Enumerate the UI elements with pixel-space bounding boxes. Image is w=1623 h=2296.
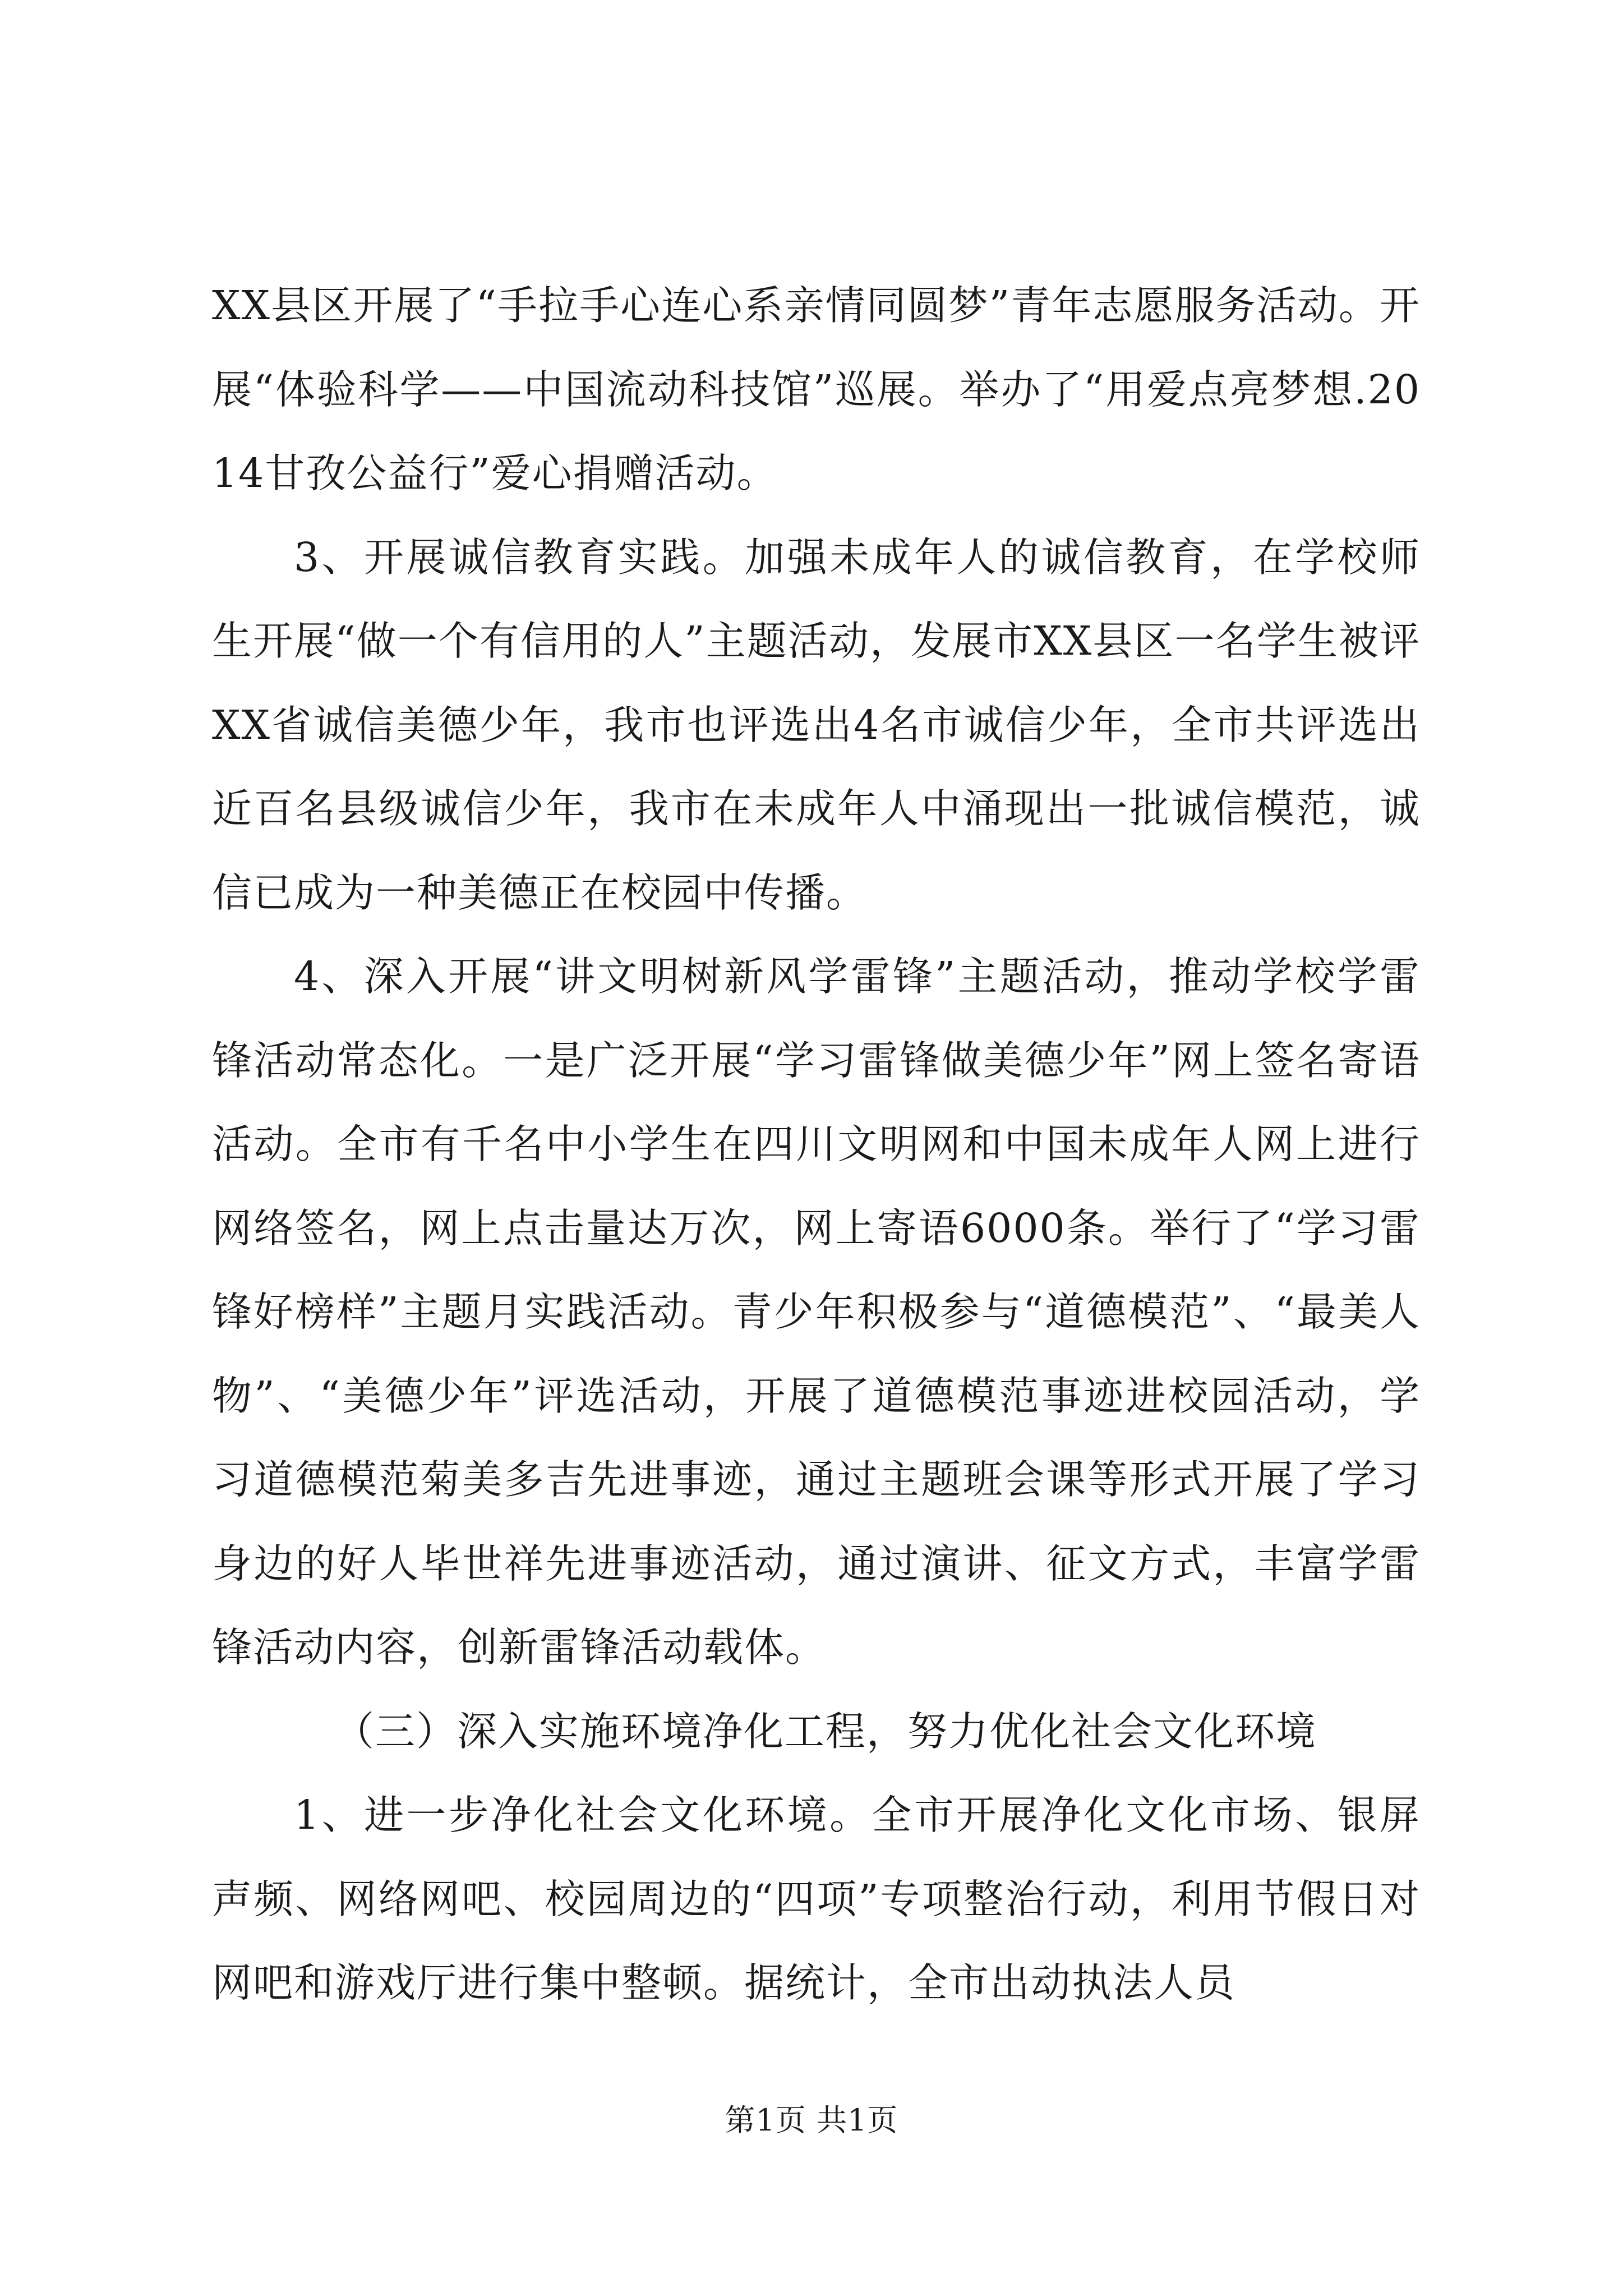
page-footer: 第1页 共1页 — [725, 2102, 898, 2138]
document-body — [212, 264, 1421, 2025]
paragraph-integrity-education: 3、开展诚信教育实践。加强未成年人的诚信教育，在学校师生开展“做一个有信用的人”主题活动，发展市XX县区一名学生被评XX省诚信美德少年，我市也评选出4名市诚信少年，全市共评选出近百名县级诚信少年，我市在未成年人中涌现出一批诚信模范，诚信已成为一种美德正在校园中传播。 — [212, 533, 1421, 916]
paragraph-purify-environment: 1、进一步净化社会文化环境。全市开展净化文化市场、银屏声频、网络网吧、校园周边的“四项”专项整治行动，利用节假日对网吧和游戏厅进行集中整顿。据统计，全市出动执法人员 — [212, 1792, 1421, 2006]
section-heading-environment: （三）深入实施环境净化工程，努力优化社会文化环境 — [334, 1708, 1317, 1755]
paragraph-learn-from-leifeng: 4、深入开展“讲文明树新风学雷锋”主题活动，推动学校学雷锋活动常态化。一是广泛开展“学习雷锋做美德少年”网上签名寄语活动。全市有千名中小学生在四川文明网和中国未成年人网上进行网络签名，网上点击量达万次，网上寄语6000条。举行了“学习雷锋好榜样”主题月实践活动。青少年积极参与“道德模范”、“最美人物”、“美德少年”评选活动，开展了道德模范事迹进校园活动，学习道德模范菊美多吉先进事迹，通过主题班会课等形式开展了学习身边的好人毕世祥先进事迹活动，通过演讲、征文方式，丰富学雷锋活动内容，创新雷锋活动载体。 — [212, 953, 1421, 1671]
paragraph-continuation: XX县区开展了“手拉手心连心系亲情同圆梦”青年志愿服务活动。开展“体验科学——中国流动科技馆”巡展。举办了“用爱点亮梦想.2014甘孜公益行”爱心捐赠活动。 — [212, 282, 1421, 496]
